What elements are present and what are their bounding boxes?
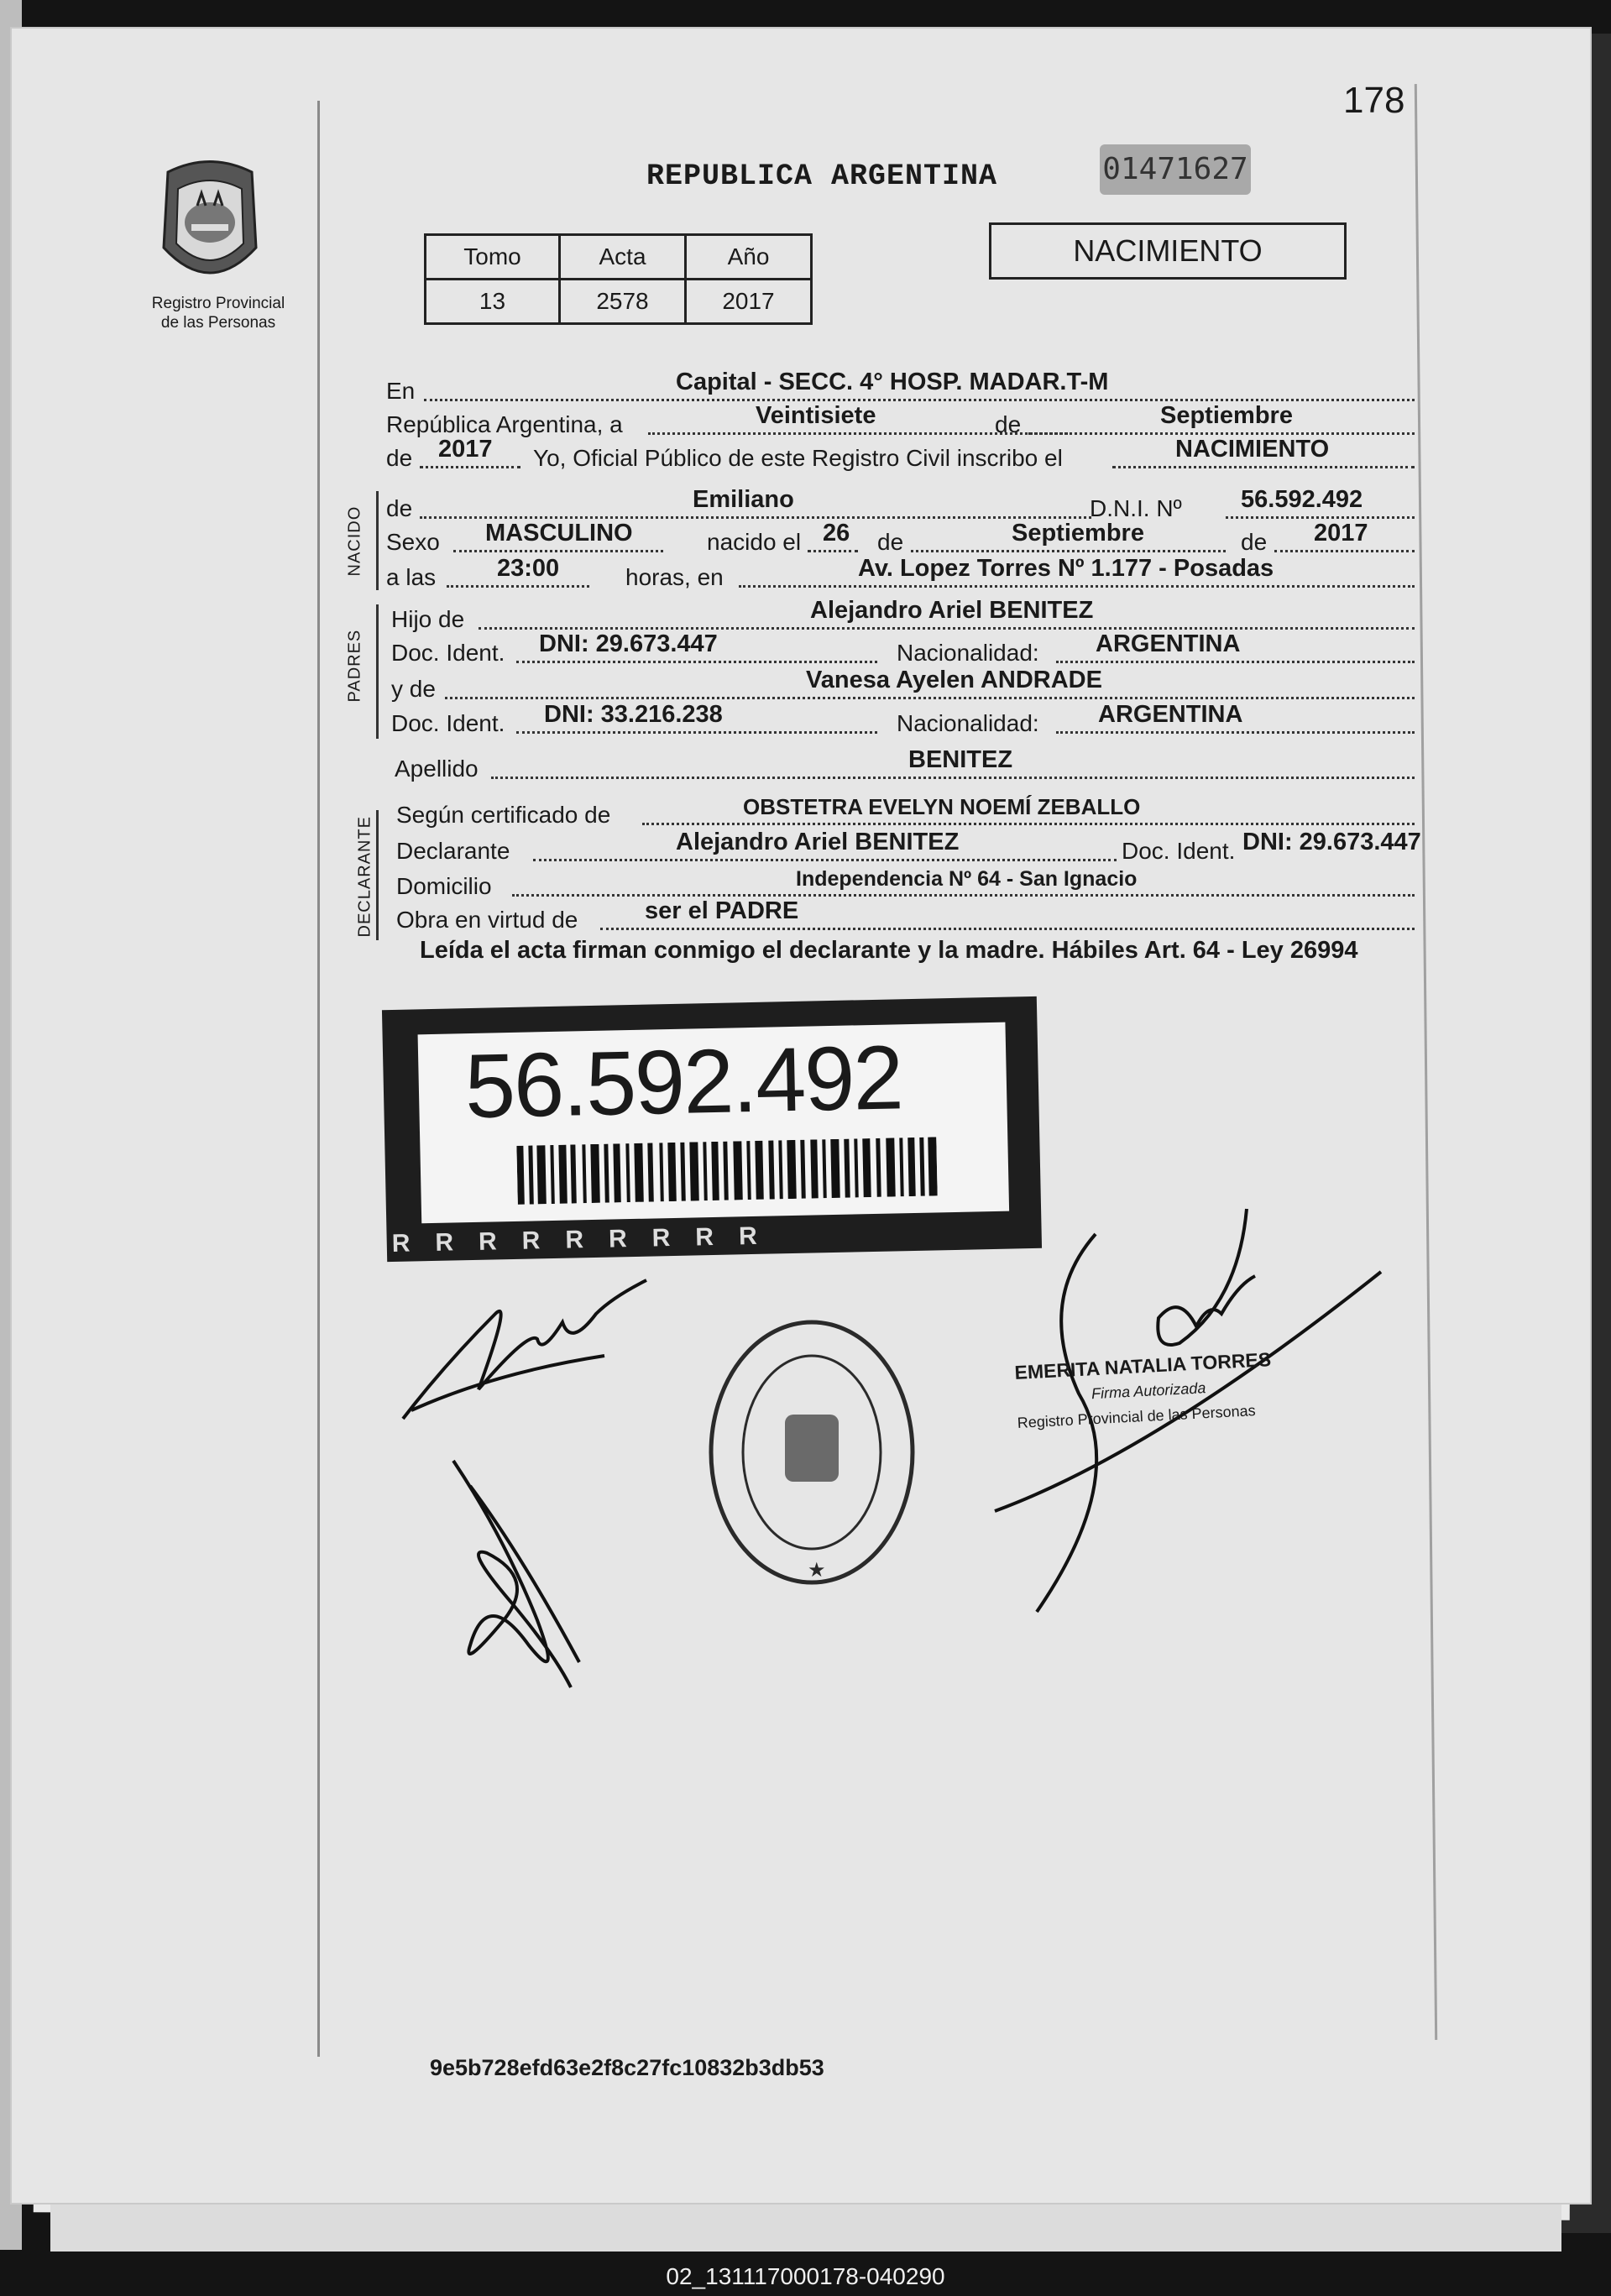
table-cell: 2017 [686, 280, 812, 324]
padre-name-row: Hijo de Alejandro Ariel BENITEZ [386, 598, 1419, 633]
section-label-padres: PADRES [345, 629, 364, 703]
child-name: Emiliano [693, 486, 794, 513]
declarant-address: Independencia Nº 64 - San Ignacio [796, 867, 1138, 891]
page-number: 178 [1343, 80, 1405, 121]
signature-declarant-icon [395, 1263, 672, 1431]
document-hash: 9e5b728efd63e2f8c27fc10832b3db53 [430, 2055, 824, 2080]
left-margin-rule [317, 101, 320, 2057]
file-identifier: 02_131117000178-040290 [666, 2263, 945, 2289]
nacido-name-row: de Emiliano D.N.I. Nº 56.592.492 [386, 487, 1419, 522]
domicilio-row: Domicilio Independencia Nº 64 - San Ignacio [386, 865, 1419, 900]
place-value: Capital - SECC. 4° HOSP. MADAR.T-M [676, 369, 1109, 395]
intro-event-row: de 2017 Yo, Oficial Público de este Registro Civil inscribo el NACIMIENTO [386, 437, 1419, 472]
declarant-role: ser el PADRE [645, 897, 799, 924]
obra-row: Obra en virtud de ser el PADRE [386, 898, 1419, 934]
officer-name: EMERITA NATALIA TORRES [1013, 1348, 1272, 1384]
registry-label: Registro Provincial de las Personas [151, 295, 285, 332]
sticker-security-pattern: RRRRRRRRR [391, 1221, 783, 1258]
table-header: Tomo [426, 235, 560, 280]
table-cell: 2578 [560, 280, 686, 324]
madre-doc-row: Doc. Ident. DNI: 33.216.238 Nacionalidad: ARGENTINA [386, 702, 1419, 737]
event-value: NACIMIENTO [1175, 436, 1330, 463]
mother-name: Vanesa Ayelen ANDRADE [806, 667, 1102, 693]
intro-place-row: En Capital - SECC. 4° HOSP. MADAR.T-M [386, 369, 1419, 405]
year-value: 2017 [438, 436, 493, 463]
officer-stamp [1014, 1347, 1274, 1436]
certificate-issuer: OBSTETRA EVELYN NOEMÍ ZEBALLO [743, 794, 1141, 819]
mother-doc: DNI: 33.216.238 [544, 701, 723, 728]
declarant-name: Alejandro Ariel BENITEZ [676, 829, 960, 855]
madre-name-row: y de Vanesa Ayelen ANDRADE [386, 667, 1419, 703]
child-sex: MASCULINO [485, 520, 633, 547]
intro-date-row: República Argentina, a Veintisiete de Septiembre [386, 403, 1419, 438]
mother-nationality: ARGENTINA [1098, 701, 1243, 728]
signature-mother-icon [437, 1452, 604, 1704]
nacido-time-row: a las 23:00 horas, en Av. Lopez Torres Nº 1.177 - Posadas [386, 556, 1419, 591]
tomo-acta-anio-table [424, 233, 813, 325]
birth-place: Av. Lopez Torres Nº 1.177 - Posadas [858, 555, 1274, 582]
month-value: Septiembre [1160, 402, 1293, 429]
birth-year: 2017 [1314, 520, 1368, 547]
svg-text:★: ★ [808, 1558, 826, 1582]
barcode-icon [516, 1137, 937, 1204]
table-header: Acta [560, 235, 686, 280]
certificado-row: Según certificado de OBSTETRA EVELYN NOEMÍ ZEBALLO [386, 793, 1419, 829]
apellido-row: Apellido BENITEZ [386, 747, 1419, 782]
table-header: Año [686, 235, 812, 280]
child-dni: 56.592.492 [1241, 486, 1363, 513]
father-doc: DNI: 29.673.447 [539, 630, 718, 657]
declarante-row: Declarante Alejandro Ariel BENITEZ Doc. Ident. DNI: 29.673.447 [396, 829, 1421, 864]
nacido-sex-row: Sexo MASCULINO nacido el 26 de Septiembre de 2017 [386, 520, 1419, 556]
section-label-nacido: NACIDO [345, 505, 364, 577]
father-name: Alejandro Ariel BENITEZ [810, 597, 1094, 624]
closing-statement: Leída el acta firman conmigo el declarante y la madre. Hábiles Art. 64 - Ley 26994 [420, 937, 1358, 964]
birth-time: 23:00 [497, 555, 560, 582]
record-type-box: NACIMIENTO [989, 222, 1347, 280]
father-nationality: ARGENTINA [1096, 630, 1241, 657]
declarant-doc: DNI: 29.673.447 [1242, 829, 1421, 855]
table-cell: 13 [426, 280, 560, 324]
serial-number: 01471627 [1100, 144, 1251, 195]
birth-day: 26 [823, 520, 850, 547]
sticker-dni-number: 56.592.492 [463, 1026, 903, 1138]
dni-sticker [382, 996, 1042, 1262]
province-crest-icon [151, 155, 269, 290]
country-title: REPUBLICA ARGENTINA [646, 160, 998, 193]
section-label-declarante: DECLARANTE [355, 816, 374, 938]
officer-office: Registro Provincial de las Personas [1017, 1402, 1257, 1431]
surname-value: BENITEZ [908, 746, 1013, 773]
padre-doc-row: Doc. Ident. DNI: 29.673.447 Nacionalidad: ARGENTINA [386, 631, 1419, 667]
birth-month: Septiembre [1012, 520, 1144, 547]
officer-role: Firma Autorizada [1091, 1379, 1206, 1403]
day-value: Veintisiete [756, 402, 876, 429]
registry-seal-icon [701, 1310, 923, 1595]
